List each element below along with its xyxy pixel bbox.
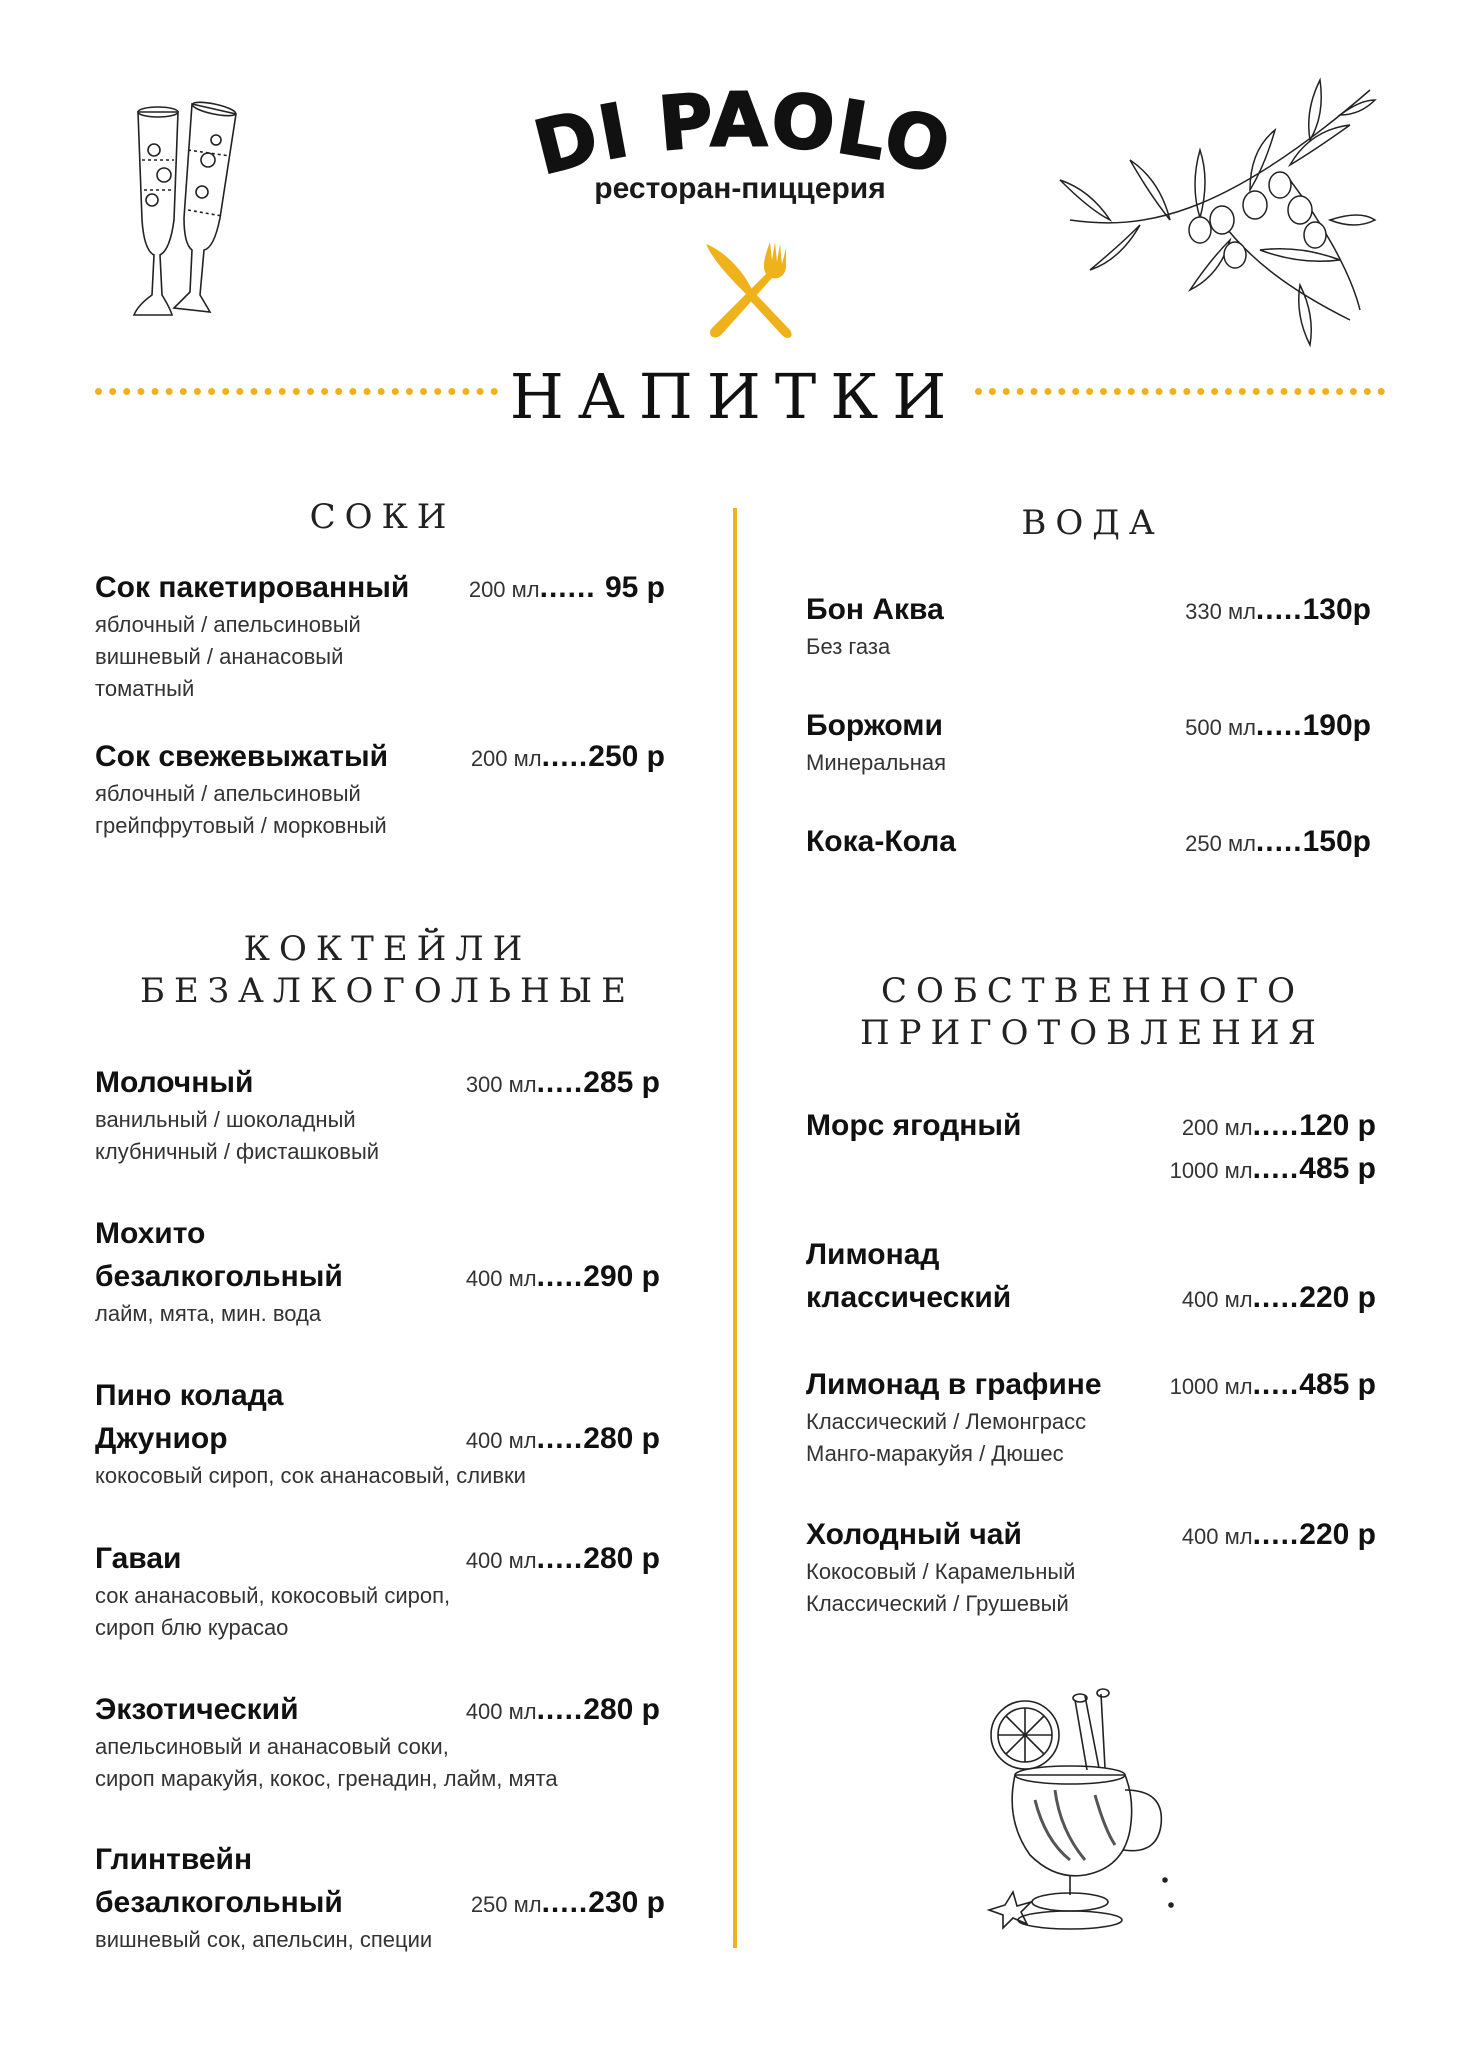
item-desc: грейпфрутовый / морковный <box>95 813 387 838</box>
item-name: Молочный <box>95 1066 254 1099</box>
item-volume: 400 мл <box>465 1699 537 1724</box>
item-dots: ..... <box>541 1886 589 1919</box>
menu-item <box>95 1838 665 1956</box>
item-dots: ..... <box>1252 1152 1300 1185</box>
item-volume: 1000 мл <box>1169 1158 1253 1183</box>
section-cocktails <box>95 928 680 1012</box>
section-title: СОКИ <box>309 497 456 537</box>
item-desc: ванильный / шоколадный <box>95 1107 356 1132</box>
item-desc: апельсиновый и ананасовый соки, <box>95 1734 449 1759</box>
item-price-value: 285 р <box>583 1066 660 1099</box>
menu-item <box>95 1537 660 1644</box>
section-water <box>805 502 1380 544</box>
item-name: Боржоми <box>806 709 943 742</box>
item-name: Морс ягодный <box>806 1109 1022 1142</box>
item-name-line1: Лимонад <box>806 1238 940 1271</box>
item-price-value: 120 р <box>1299 1109 1376 1142</box>
item-volume: 400 мл <box>465 1266 537 1291</box>
item-dots: ..... <box>1252 1518 1300 1551</box>
item-price-value: 485 р <box>1299 1152 1376 1185</box>
item-volume: 250 мл <box>1185 831 1256 856</box>
item-dots: ..... <box>536 1542 584 1575</box>
item-name-line2: безалкогольный <box>95 1260 343 1293</box>
olive-branch-sketch <box>1050 70 1380 350</box>
item-price-2 <box>1170 1147 1376 1192</box>
item-volume: 500 мл <box>1185 715 1256 740</box>
item-desc: Минеральная <box>806 750 947 775</box>
item-name: Гаваи <box>95 1542 182 1575</box>
item-price-value: 95 р <box>604 571 665 604</box>
item-name: Холодный чай <box>806 1518 1022 1551</box>
item-price <box>466 1537 660 1582</box>
item-dots: ..... <box>1255 593 1303 626</box>
item-price <box>466 1417 660 1462</box>
item-price-value: 250 р <box>588 740 665 773</box>
item-name: Кока-Кола <box>806 825 956 858</box>
item-desc: томатный <box>95 676 195 701</box>
item-dots: ..... <box>1255 825 1303 858</box>
item-desc: сироп блю курасао <box>95 1615 289 1640</box>
item-price <box>466 1255 660 1300</box>
item-desc: Без газа <box>806 634 891 659</box>
title-dots-left <box>95 388 498 395</box>
champagne-glasses-sketch <box>130 100 260 325</box>
item-dots: ..... <box>536 1693 584 1726</box>
item-price <box>471 735 665 780</box>
menu-item <box>95 566 665 705</box>
item-name-line2: Джуниор <box>95 1422 228 1455</box>
item-price <box>471 1881 665 1926</box>
section-juices <box>95 496 670 538</box>
item-dots: ..... <box>1252 1368 1300 1401</box>
item-dots: ..... <box>1252 1109 1300 1142</box>
item-price-value: 290 р <box>583 1260 660 1293</box>
item-name-line1: Пино колада <box>95 1379 284 1412</box>
item-name: Сок свежевыжатый <box>95 740 389 773</box>
item-price-value: 230 р <box>588 1886 665 1919</box>
item-desc: яблочный / апельсиновый <box>95 781 361 806</box>
brand-name: DI PAOLO <box>526 88 960 192</box>
section-title-line2: ПРИГОТОВЛЕНИЯ <box>859 1013 1326 1053</box>
item-price-value: 190р <box>1302 709 1371 742</box>
item-name-line2: классический <box>806 1281 1012 1314</box>
item-dots: ..... <box>536 1422 584 1455</box>
menu-item <box>95 1061 660 1168</box>
item-price-value: 485 р <box>1299 1368 1376 1401</box>
title-dots-right <box>975 388 1385 395</box>
restaurant-subtitle: ресторан-пиццерия <box>594 172 886 205</box>
item-volume: 200 мл <box>1181 1115 1253 1140</box>
item-price <box>1170 1363 1376 1408</box>
column-divider <box>733 508 737 1948</box>
item-price-value: 280 р <box>583 1693 660 1726</box>
section-title-line1: СОБСТВЕННОГО <box>881 971 1304 1011</box>
item-desc: вишневый сок, апельсин, специи <box>95 1927 433 1952</box>
item-name-line2: безалкогольный <box>95 1886 343 1919</box>
section-title-line2: БЕЗАЛКОГОЛЬНЫЕ <box>140 971 635 1011</box>
item-dots: ..... <box>1252 1281 1300 1314</box>
menu-item <box>806 1233 1376 1319</box>
item-price <box>1185 820 1371 865</box>
menu-item <box>95 1374 660 1492</box>
item-dots: ..... <box>536 1066 584 1099</box>
menu-item <box>806 1104 1376 1185</box>
item-name: Экзотический <box>95 1693 299 1726</box>
item-price-value: 280 р <box>583 1422 660 1455</box>
item-desc: клубничный / фисташковый <box>95 1139 380 1164</box>
item-name-line1: Мохито <box>95 1217 206 1250</box>
item-price <box>466 1688 660 1733</box>
item-desc: сок ананасовый, кокосовый сироп, <box>95 1583 451 1608</box>
item-desc: Манго-маракуйя / Дюшес <box>806 1441 1064 1466</box>
item-price-value: 130р <box>1302 593 1371 626</box>
item-price <box>1185 704 1371 749</box>
item-dots: ...... <box>539 571 605 604</box>
menu-item <box>95 1212 660 1330</box>
item-desc: сироп маракуйя, кокос, гренадин, лайм, мята <box>95 1766 558 1791</box>
section-title-line1: КОКТЕЙЛИ <box>243 929 532 969</box>
item-price-value: 280 р <box>583 1542 660 1575</box>
item-price <box>1182 1513 1376 1558</box>
item-desc: кокосовый сироп, сок ананасовый, сливки <box>95 1463 526 1488</box>
item-dots: ..... <box>541 740 589 773</box>
item-volume: 1000 мл <box>1169 1374 1253 1399</box>
page-title: НАПИТКИ <box>509 360 961 433</box>
item-volume: 250 мл <box>470 1892 542 1917</box>
item-price <box>1182 1276 1376 1321</box>
item-volume: 400 мл <box>1181 1287 1253 1312</box>
item-desc: Кокосовый / Карамельный <box>806 1559 1076 1584</box>
item-volume: 300 мл <box>465 1072 537 1097</box>
item-desc: вишневый / ананасовый <box>95 644 344 669</box>
item-name-line1: Глинтвейн <box>95 1843 253 1876</box>
item-volume: 400 мл <box>1181 1524 1253 1549</box>
item-dots: ..... <box>536 1260 584 1293</box>
item-volume: 200 мл <box>468 577 540 602</box>
item-price-value: 220 р <box>1299 1281 1376 1314</box>
menu-item <box>806 1363 1376 1470</box>
menu-item <box>95 735 665 842</box>
item-price-value: 150р <box>1302 825 1371 858</box>
fork-knife-icon <box>700 238 800 342</box>
item-name: Сок пакетированный <box>95 571 410 604</box>
item-desc: Классический / Лемонграсс <box>806 1409 1087 1434</box>
item-price <box>1182 1104 1376 1149</box>
item-dots: ..... <box>1255 709 1303 742</box>
item-desc: лайм, мята, мин. вода <box>95 1301 322 1326</box>
menu-item <box>806 588 1371 663</box>
item-price <box>466 1061 660 1106</box>
menu-item <box>806 1513 1376 1620</box>
item-name: Бон Аква <box>806 593 944 626</box>
item-desc: Классический / Грушевый <box>806 1591 1069 1616</box>
item-name: Лимонад в графине <box>806 1368 1102 1401</box>
mulled-wine-glass-sketch <box>975 1680 1185 1935</box>
item-price <box>469 566 665 611</box>
section-title: ВОДА <box>1021 503 1164 543</box>
item-price-value: 220 р <box>1299 1518 1376 1551</box>
item-volume: 400 мл <box>465 1548 537 1573</box>
item-volume: 330 мл <box>1185 599 1256 624</box>
menu-item <box>806 704 1371 779</box>
item-price <box>1185 588 1371 633</box>
menu-item <box>806 820 1371 863</box>
item-desc: яблочный / апельсиновый <box>95 612 361 637</box>
item-volume: 400 мл <box>465 1428 537 1453</box>
menu-item <box>95 1688 660 1795</box>
section-homemade <box>805 970 1380 1054</box>
item-volume: 200 мл <box>470 746 542 771</box>
